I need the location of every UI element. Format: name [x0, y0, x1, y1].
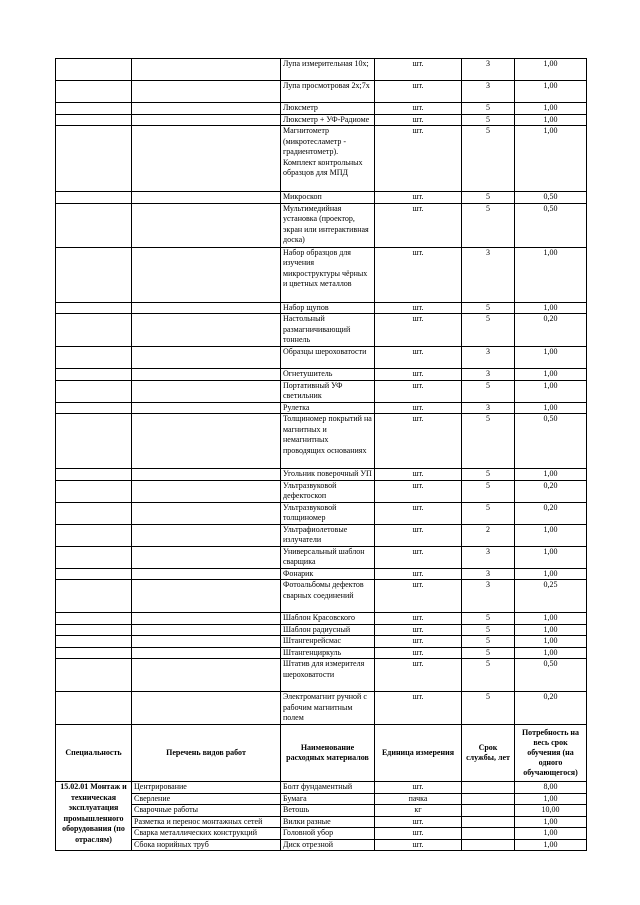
table-row: [56, 659, 587, 692]
item-qty: 1,00: [515, 247, 587, 302]
table-row: [56, 414, 587, 469]
item-unit: шт.: [375, 114, 462, 126]
item-unit: шт.: [375, 546, 462, 568]
item-name: Фонарик: [281, 568, 375, 580]
works-cell: [132, 502, 281, 524]
item-unit: шт.: [375, 247, 462, 302]
specialty-name: 15.02.01 Монтаж и техническая эксплуатация промышленного оборудования (по отраслям): [56, 782, 132, 851]
item-years: 3: [462, 247, 515, 302]
item-unit: шт.: [375, 414, 462, 469]
works-cell: [132, 692, 281, 725]
works-cell: [132, 568, 281, 580]
item-qty: 1,00: [515, 568, 587, 580]
works-cell: [132, 103, 281, 115]
works-cell: [132, 402, 281, 414]
item-years: 5: [462, 380, 515, 402]
item-years: 3: [462, 568, 515, 580]
works-cell: [132, 192, 281, 204]
header-need: Потребность на весь срок обучения (на одного обучающегося): [515, 725, 587, 782]
material-name: Ветошь: [281, 805, 375, 817]
table-row: [56, 469, 587, 481]
table-row: [56, 805, 587, 817]
item-name: Набор образцов для изучения микроструктуры чёрных и цветных металлов: [281, 247, 375, 302]
table-row: [56, 568, 587, 580]
item-years: 5: [462, 692, 515, 725]
item-unit: шт.: [375, 659, 462, 692]
material-years: [462, 782, 515, 794]
material-qty: 1,00: [515, 816, 587, 828]
item-qty: 1,00: [515, 103, 587, 115]
specialty-cell: [56, 402, 132, 414]
item-qty: 1,00: [515, 524, 587, 546]
item-qty: 1,00: [515, 469, 587, 481]
table-row: [56, 126, 587, 192]
item-qty: 1,00: [515, 81, 587, 103]
item-unit: шт.: [375, 103, 462, 115]
item-years: 5: [462, 302, 515, 314]
specialty-cell: [56, 692, 132, 725]
item-years: 5: [462, 414, 515, 469]
material-years: [462, 839, 515, 851]
item-name: Штангенциркуль: [281, 647, 375, 659]
item-unit: шт.: [375, 469, 462, 481]
works-cell: [132, 114, 281, 126]
item-years: 5: [462, 469, 515, 481]
item-unit: шт.: [375, 203, 462, 247]
table-row: [56, 636, 587, 648]
table-body: [56, 59, 587, 851]
item-unit: шт.: [375, 480, 462, 502]
works-cell: [132, 659, 281, 692]
works-cell: [132, 647, 281, 659]
table-row: [56, 647, 587, 659]
material-qty: 1,00: [515, 828, 587, 840]
item-years: 5: [462, 126, 515, 192]
table-row: [56, 524, 587, 546]
material-qty: 10,00: [515, 805, 587, 817]
specialty-cell: [56, 580, 132, 613]
item-unit: шт.: [375, 568, 462, 580]
material-years: [462, 816, 515, 828]
header-specialty: Специальность: [56, 725, 132, 782]
material-name: Головной убор: [281, 828, 375, 840]
item-years: 3: [462, 580, 515, 613]
table-row: [56, 793, 587, 805]
table-row: [56, 347, 587, 369]
item-name: Универсальный шаблон сварщика: [281, 546, 375, 568]
item-unit: шт.: [375, 613, 462, 625]
table-row: [56, 828, 587, 840]
item-name: Шаблон радиусный: [281, 624, 375, 636]
works-cell: [132, 302, 281, 314]
table-row: [56, 816, 587, 828]
item-qty: 1,00: [515, 546, 587, 568]
item-qty: 0,50: [515, 192, 587, 204]
table-row: [56, 203, 587, 247]
item-name: Ультразвуковой толщиномер: [281, 502, 375, 524]
item-years: 5: [462, 114, 515, 126]
item-unit: шт.: [375, 126, 462, 192]
material-name: Вилки разные: [281, 816, 375, 828]
material-name: Диск отрезной: [281, 839, 375, 851]
item-qty: 1,00: [515, 402, 587, 414]
specialty-cell: [56, 636, 132, 648]
works-cell: [132, 624, 281, 636]
item-name: Магнитометр (микротесламетр - градиентометр). Комплект контрольных образцов для МПД: [281, 126, 375, 192]
item-name: Люксметр + УФ-Радиоме: [281, 114, 375, 126]
works-cell: [132, 369, 281, 381]
item-name: Электромагнит ручной с рабочим магнитным полем: [281, 692, 375, 725]
item-years: 5: [462, 314, 515, 347]
header-works: Перечень видов работ: [132, 725, 281, 782]
specialty-cell: [56, 502, 132, 524]
header-unit: Единица измерения: [375, 725, 462, 782]
item-years: 5: [462, 624, 515, 636]
works-cell: [132, 546, 281, 568]
item-qty: 1,00: [515, 347, 587, 369]
table-row: [56, 81, 587, 103]
works-cell: [132, 347, 281, 369]
header-years: Срок службы, лет: [462, 725, 515, 782]
item-unit: шт.: [375, 369, 462, 381]
table-row: [56, 546, 587, 568]
table-row: [56, 402, 587, 414]
item-qty: 0,50: [515, 203, 587, 247]
table-row: [56, 782, 587, 794]
item-name: Рулетка: [281, 402, 375, 414]
works-cell: [132, 469, 281, 481]
item-name: Ультрафиолетовые излучатели: [281, 524, 375, 546]
table-row: [56, 839, 587, 851]
item-unit: шт.: [375, 580, 462, 613]
item-unit: шт.: [375, 692, 462, 725]
equipment-table: [55, 58, 587, 851]
specialty-cell: [56, 103, 132, 115]
material-qty: 1,00: [515, 839, 587, 851]
item-name: Ультразвуковой дефектоскоп: [281, 480, 375, 502]
item-name: Толщиномер покрытий на магнитных и немагнитных проводящих основаниях: [281, 414, 375, 469]
specialty-cell: [56, 469, 132, 481]
item-name: Фотоальбомы дефектов сварных соединений: [281, 580, 375, 613]
material-unit: шт.: [375, 782, 462, 794]
item-name: Огнетушитель: [281, 369, 375, 381]
item-qty: 0,25: [515, 580, 587, 613]
item-years: 3: [462, 59, 515, 81]
specialty-cell: [56, 480, 132, 502]
item-unit: шт.: [375, 624, 462, 636]
material-unit: шт.: [375, 816, 462, 828]
item-years: 5: [462, 103, 515, 115]
specialty-cell: [56, 568, 132, 580]
material-qty: 8,00: [515, 782, 587, 794]
item-years: 5: [462, 613, 515, 625]
item-name: Набор щупов: [281, 302, 375, 314]
specialty-cell: [56, 414, 132, 469]
item-years: 5: [462, 192, 515, 204]
item-years: 3: [462, 369, 515, 381]
table-row: [56, 624, 587, 636]
item-name: Мультимедийная установка (проектор, экран или интерактивная доска): [281, 203, 375, 247]
item-unit: шт.: [375, 314, 462, 347]
item-years: 5: [462, 659, 515, 692]
table-row: [56, 247, 587, 302]
works-cell: [132, 203, 281, 247]
table-row: [56, 580, 587, 613]
specialty-cell: [56, 624, 132, 636]
specialty-cell: [56, 369, 132, 381]
material-qty: 1,00: [515, 793, 587, 805]
material-unit: шт.: [375, 839, 462, 851]
item-qty: 0,20: [515, 480, 587, 502]
specialty-cell: [56, 647, 132, 659]
item-name: Портативный УФ светильник: [281, 380, 375, 402]
item-name: Образцы шероховатости: [281, 347, 375, 369]
material-name: Болт фундаментный: [281, 782, 375, 794]
item-qty: 0,20: [515, 314, 587, 347]
item-years: 5: [462, 480, 515, 502]
table-row: [56, 369, 587, 381]
specialty-cell: [56, 302, 132, 314]
specialty-cell: [56, 347, 132, 369]
item-years: 3: [462, 546, 515, 568]
work-type: Сверление: [132, 793, 281, 805]
item-unit: шт.: [375, 347, 462, 369]
works-cell: [132, 380, 281, 402]
material-name: Бумага: [281, 793, 375, 805]
specialty-cell: [56, 659, 132, 692]
material-years: [462, 805, 515, 817]
item-years: 5: [462, 502, 515, 524]
header-row: [56, 725, 587, 782]
item-unit: шт.: [375, 636, 462, 648]
table-row: [56, 502, 587, 524]
works-cell: [132, 314, 281, 347]
work-type: Разметка и перенос монтажных сетей: [132, 816, 281, 828]
work-type: Сварочные работы: [132, 805, 281, 817]
item-unit: шт.: [375, 502, 462, 524]
item-qty: 1,00: [515, 647, 587, 659]
table-row: [56, 613, 587, 625]
item-qty: 0,20: [515, 502, 587, 524]
works-cell: [132, 524, 281, 546]
item-name: Угольник поверочный УП: [281, 469, 375, 481]
item-qty: 1,00: [515, 636, 587, 648]
specialty-cell: [56, 314, 132, 347]
table-row: [56, 114, 587, 126]
table-row: [56, 302, 587, 314]
work-type: Сварка металлических конструкций: [132, 828, 281, 840]
item-qty: 1,00: [515, 302, 587, 314]
specialty-cell: [56, 126, 132, 192]
item-unit: шт.: [375, 302, 462, 314]
works-cell: [132, 580, 281, 613]
item-unit: шт.: [375, 524, 462, 546]
material-unit: кг: [375, 805, 462, 817]
item-years: 3: [462, 81, 515, 103]
item-years: 3: [462, 402, 515, 414]
works-cell: [132, 414, 281, 469]
item-name: Лупа измерительная 10х;: [281, 59, 375, 81]
specialty-cell: [56, 546, 132, 568]
material-years: [462, 793, 515, 805]
item-qty: 1,00: [515, 613, 587, 625]
specialty-cell: [56, 613, 132, 625]
specialty-cell: [56, 203, 132, 247]
specialty-cell: [56, 59, 132, 81]
item-name: Микроскоп: [281, 192, 375, 204]
item-years: 3: [462, 347, 515, 369]
specialty-cell: [56, 380, 132, 402]
works-cell: [132, 636, 281, 648]
header-materials: Наименование расходных материалов: [281, 725, 375, 782]
specialty-cell: [56, 192, 132, 204]
item-years: 2: [462, 524, 515, 546]
specialty-cell: [56, 114, 132, 126]
item-qty: 1,00: [515, 380, 587, 402]
item-years: 5: [462, 636, 515, 648]
works-cell: [132, 613, 281, 625]
works-cell: [132, 81, 281, 103]
item-qty: 1,00: [515, 369, 587, 381]
table-row: [56, 692, 587, 725]
table-row: [56, 59, 587, 81]
material-unit: пачка: [375, 793, 462, 805]
item-unit: шт.: [375, 380, 462, 402]
item-years: 5: [462, 203, 515, 247]
works-cell: [132, 126, 281, 192]
works-cell: [132, 247, 281, 302]
specialty-cell: [56, 247, 132, 302]
item-name: Люксметр: [281, 103, 375, 115]
item-unit: шт.: [375, 402, 462, 414]
item-qty: 1,00: [515, 624, 587, 636]
material-years: [462, 828, 515, 840]
item-name: Штангенрейсмас: [281, 636, 375, 648]
work-type: Сбока норийных труб: [132, 839, 281, 851]
item-unit: шт.: [375, 647, 462, 659]
table-row: [56, 480, 587, 502]
item-name: Шаблон Красовского: [281, 613, 375, 625]
item-name: Штатив для измерителя шероховатости: [281, 659, 375, 692]
works-cell: [132, 59, 281, 81]
item-unit: шт.: [375, 192, 462, 204]
specialty-cell: [56, 524, 132, 546]
item-unit: шт.: [375, 81, 462, 103]
item-name: Лупа просмотровая 2х;7х: [281, 81, 375, 103]
table-row: [56, 380, 587, 402]
item-qty: 1,00: [515, 59, 587, 81]
table-row: [56, 314, 587, 347]
specialty-cell: [56, 81, 132, 103]
item-unit: шт.: [375, 59, 462, 81]
item-name: Настольный размагничивающий тоннель: [281, 314, 375, 347]
item-qty: 1,00: [515, 126, 587, 192]
works-cell: [132, 480, 281, 502]
item-qty: 0,50: [515, 659, 587, 692]
table-row: [56, 103, 587, 115]
material-unit: шт.: [375, 828, 462, 840]
item-years: 5: [462, 647, 515, 659]
item-qty: 0,20: [515, 692, 587, 725]
table-row: [56, 192, 587, 204]
item-qty: 0,50: [515, 414, 587, 469]
work-type: Центрирование: [132, 782, 281, 794]
item-qty: 1,00: [515, 114, 587, 126]
